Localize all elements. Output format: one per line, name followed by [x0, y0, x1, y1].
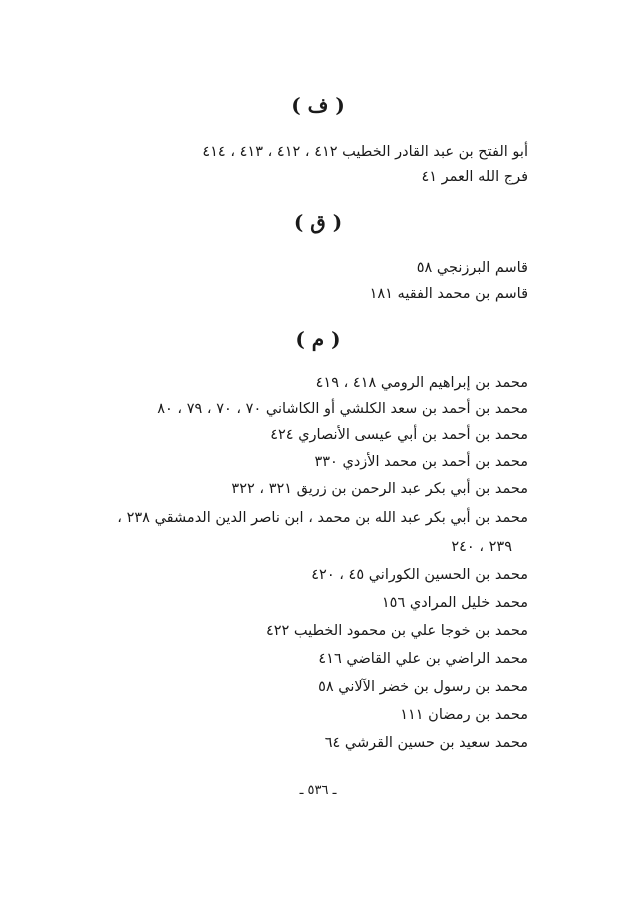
- page-number: ـ ٥٣٦ ـ: [299, 783, 337, 798]
- index-entry: محمد بن الحسين الكوراني ٤٥ ، ٤٢٠: [311, 567, 528, 583]
- index-entry: محمد بن أحمد بن أبي عيسى الأنصاري ٤٢٤: [270, 427, 528, 443]
- section-heading-mim: ( م ): [295, 327, 341, 351]
- index-entry: محمد بن أبي بكر عبد الله بن محمد ، ابن ناصر الدين الدمشقي ٢٣٨ ،: [117, 510, 528, 526]
- index-entry: فرج الله العمر ٤١: [421, 169, 528, 185]
- index-entry: محمد سعيد بن حسين القرشي ٦٤: [324, 735, 528, 751]
- index-entry: قاسم بن محمد الفقيه ١٨١: [369, 286, 528, 302]
- index-entry: محمد بن أبي بكر عبد الرحمن بن زريق ٣٢١ ، ٣٢٢: [231, 481, 528, 497]
- index-entry: محمد بن خوجا علي بن محمود الخطيب ٤٢٢: [265, 623, 528, 639]
- index-entry: محمد خليل المرادي ١٥٦: [381, 595, 528, 611]
- index-entry: محمد بن إبراهيم الرومي ٤١٨ ، ٤١٩: [315, 375, 528, 391]
- index-entry: محمد الراضي بن علي القاضي ٤١٦: [318, 651, 528, 667]
- index-entry: محمد بن أحمد بن سعد الكلشي أو الكاشاني ٧٠ ، ٧٠ ، ٧٩ ، ٨٠: [157, 401, 528, 417]
- index-entry: محمد بن رسول بن خضر الآلاني ٥٨: [318, 679, 528, 695]
- index-entry-continuation: ٢٣٩ ، ٢٤٠: [451, 539, 512, 555]
- index-entry: أبو الفتح بن عبد القادر الخطيب ٤١٢ ، ٤١٢ ، ٤١٣ ، ٤١٤: [202, 144, 528, 160]
- index-entry: محمد بن أحمد بن محمد الأزدي ٣٣٠: [314, 454, 528, 470]
- section-heading-fa: ( ف ): [291, 93, 345, 117]
- section-heading-qaf: ( ق ): [293, 210, 343, 234]
- index-entry: قاسم البرزنجي ٥٨: [416, 260, 528, 276]
- index-entry: محمد بن رمضان ١١١: [400, 707, 528, 723]
